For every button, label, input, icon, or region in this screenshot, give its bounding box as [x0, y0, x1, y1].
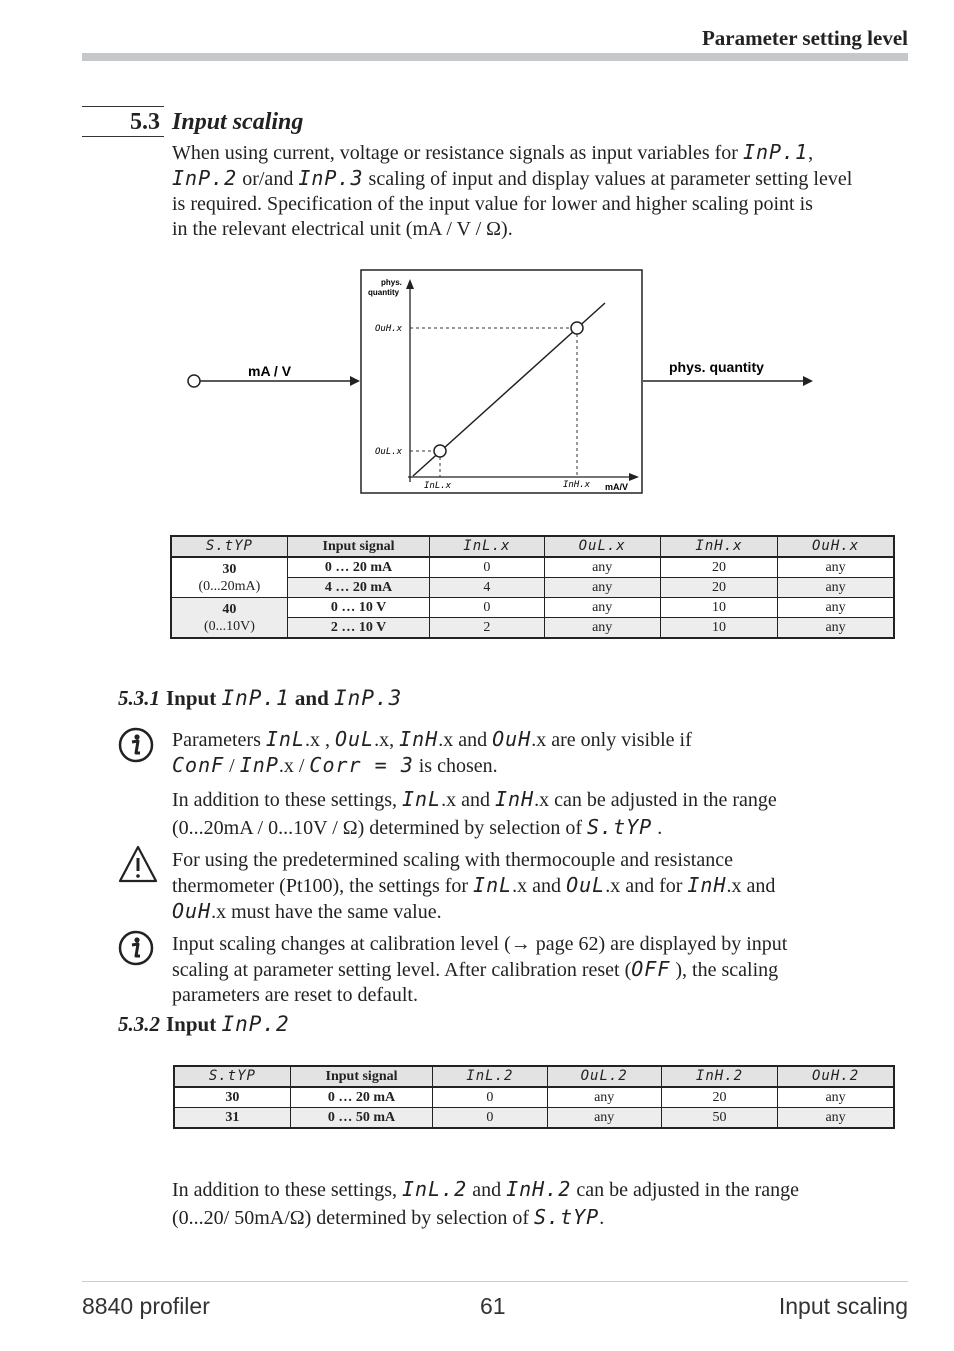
intro-text: is required. Specification of the input value for lower and higher scaling point is: [172, 193, 813, 215]
table-cell: any: [544, 598, 660, 618]
section-rule-bottom: [82, 136, 164, 137]
col-header: InL.x: [430, 536, 544, 557]
footer-product: 8840 profiler: [82, 1293, 210, 1319]
table-cell: 2: [430, 618, 544, 639]
closing-paragraph: In addition to these settings, InL.2 and InH.2 can be adjusted in the range (0...20/ 50mA/Ω) determined by selection of S.tYP.: [172, 1177, 799, 1229]
col-header: InH.x: [660, 536, 777, 557]
table-cell: 30: [174, 1087, 290, 1108]
info-icon: [117, 929, 155, 967]
section-title: Input scaling: [172, 109, 304, 135]
footer-page-number: 61: [480, 1293, 506, 1319]
oul-label: OuL.x: [375, 447, 403, 457]
table-row: [171, 557, 894, 578]
subsection-number: 5.3.1: [118, 686, 160, 710]
note-range: In addition to these settings, InL.x and InH.x can be adjusted in the range (0...20mA / 0...10V / Ω) determined by selection of S.tYP .: [172, 787, 777, 839]
warning-icon: [117, 844, 159, 884]
note-calibration: Input scaling changes at calibration level (→ page 62) are displayed by input scaling at parameter setting level. After calibration reset (OFF ), the scaling parameters are reset to default.: [172, 933, 788, 1006]
upper-point-icon: [571, 322, 583, 334]
intro-text: ,: [808, 142, 814, 164]
col-header: OuL.2: [547, 1066, 661, 1087]
intro-text: or/and: [237, 168, 299, 190]
intro-text: scaling of input and display values at parameter setting level: [363, 168, 853, 190]
table-cell: 0: [433, 1108, 547, 1129]
info-icon: [117, 726, 155, 764]
col-header: InH.2: [661, 1066, 777, 1087]
table-cell: any: [544, 578, 660, 598]
table-cell: any: [778, 578, 894, 598]
section-rule-top: [82, 106, 164, 107]
footer-chapter: Input scaling: [778, 1293, 908, 1319]
subsection-text: Input: [166, 1012, 222, 1036]
table-cell: 4 … 20 mA: [287, 578, 429, 598]
param-code: InP.2: [221, 1012, 290, 1036]
table-cell: any: [778, 1087, 894, 1108]
col-header: S.tYP: [174, 1066, 290, 1087]
intro-text: in the relevant electrical unit (mA / V / Ω).: [172, 218, 513, 240]
table-cell: any: [778, 557, 894, 578]
table-row: [174, 1087, 894, 1108]
subsection-heading-531: [118, 686, 402, 711]
table-cell: 0: [430, 557, 544, 578]
subsection-text: Input: [166, 686, 222, 710]
table-row: [174, 1108, 894, 1129]
col-header: Input signal: [287, 536, 429, 557]
header-title: Parameter setting level: [701, 26, 908, 50]
table-cell: any: [778, 618, 894, 639]
table-cell: 0 … 20 mA: [290, 1087, 432, 1108]
y-axis-label: phys.: [381, 278, 402, 287]
table-cell: 50: [661, 1108, 777, 1129]
table-cell: any: [544, 618, 660, 639]
table-cell: any: [778, 1108, 894, 1129]
ouh-label: OuH.x: [375, 324, 403, 334]
intro-text: When using current, voltage or resistance signals as input variables for: [172, 142, 743, 164]
table-cell: 2 … 10 V: [287, 618, 429, 639]
table-cell: 0 … 50 mA: [290, 1108, 432, 1129]
table-cell: 20: [660, 578, 777, 598]
input-terminal-icon: [188, 375, 200, 387]
table-cell: 10: [660, 618, 777, 639]
table-cell: 0: [433, 1087, 547, 1108]
diagram-box: [361, 270, 642, 493]
scaling-table-inp1: [170, 535, 895, 639]
signal-type-cell: 30 (0...20mA): [171, 557, 287, 598]
table-cell: 0 … 20 mA: [287, 557, 429, 578]
col-header: Input signal: [290, 1066, 432, 1087]
note-visibility: Parameters InL.x , OuL.x, InH.x and OuH.x are only visible if ConF / InP.x / Corr = 3 is chosen.: [172, 727, 692, 777]
table-cell: any: [778, 598, 894, 618]
table-cell: 20: [661, 1087, 777, 1108]
inh-label: InH.x: [563, 480, 591, 490]
lower-point-icon: [434, 445, 446, 457]
param-code: InP.3: [334, 686, 403, 710]
param-code: InP.3: [298, 166, 364, 190]
footer-rule: [82, 1281, 908, 1282]
arrow-head-icon: [803, 376, 813, 386]
table-cell: 31: [174, 1108, 290, 1129]
scaling-table-inp2: [173, 1065, 895, 1129]
col-header: OuL.x: [544, 536, 660, 557]
col-header: OuH.2: [778, 1066, 894, 1087]
table-cell: 0 … 10 V: [287, 598, 429, 618]
col-header: OuH.x: [778, 536, 894, 557]
col-header: InL.2: [433, 1066, 547, 1087]
header-bar: [82, 53, 908, 61]
table-cell: 20: [660, 557, 777, 578]
param-code: InP.1: [221, 686, 290, 710]
subsection-number: 5.3.2: [118, 1012, 160, 1036]
table-cell: 4: [430, 578, 544, 598]
subsection-heading-532: [118, 1012, 290, 1037]
subsection-text: and: [289, 686, 335, 710]
arrow-head-icon: [350, 376, 360, 386]
x-axis-label: mA/V: [605, 482, 629, 492]
table-cell: 0: [430, 598, 544, 618]
table-row: [171, 598, 894, 618]
intro-paragraph: [172, 140, 912, 242]
section-number: 5.3: [130, 109, 160, 135]
output-label: phys. quantity: [669, 359, 764, 375]
warning-text: For using the predetermined scaling with thermocouple and resistance thermometer (Pt100), the settings for InL.x and OuL.x and for InH.x and OuH.x must have the same value.: [172, 849, 776, 923]
param-code: InP.1: [742, 140, 809, 164]
input-label: mA / V: [248, 363, 292, 379]
table-cell: any: [547, 1087, 661, 1108]
scaling-diagram: [180, 262, 830, 502]
inl-label: InL.x: [424, 481, 452, 491]
col-header: S.tYP: [171, 536, 287, 557]
table-cell: any: [547, 1108, 661, 1129]
table-cell: 10: [660, 598, 777, 618]
table-cell: any: [544, 557, 660, 578]
signal-type-cell: 40 (0...10V): [171, 598, 287, 639]
y-axis-label: quantity: [368, 288, 400, 297]
param-code: InP.2: [172, 166, 238, 190]
